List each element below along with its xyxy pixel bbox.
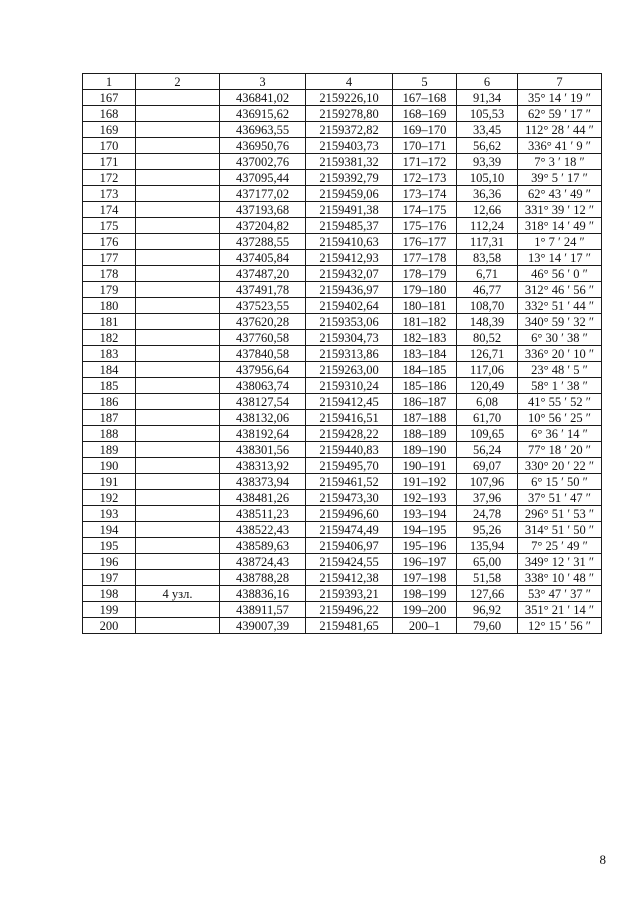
y-coordinate-cell: 2159474,49: [306, 522, 393, 538]
table-row: [83, 554, 602, 570]
segment-cell: 190–191: [393, 458, 457, 474]
column-header-7: 7: [518, 74, 602, 90]
x-coordinate-cell: 437840,58: [220, 346, 306, 362]
segment-cell: 181–182: [393, 314, 457, 330]
x-coordinate-cell: 436841,02: [220, 90, 306, 106]
segment-cell: 172–173: [393, 170, 457, 186]
coordinates-table: [82, 73, 602, 634]
point-number-cell: 178: [83, 266, 136, 282]
point-number-cell: 180: [83, 298, 136, 314]
table-row: [83, 490, 602, 506]
segment-cell: 187–188: [393, 410, 457, 426]
point-number-cell: 187: [83, 410, 136, 426]
bearing-cell: 6° 30 ′ 38 ″: [518, 330, 602, 346]
node-note-cell: [136, 346, 220, 362]
table-row: [83, 106, 602, 122]
table-row: [83, 522, 602, 538]
distance-cell: 6,08: [457, 394, 518, 410]
x-coordinate-cell: 438373,94: [220, 474, 306, 490]
y-coordinate-cell: 2159481,65: [306, 618, 393, 634]
y-coordinate-cell: 2159313,86: [306, 346, 393, 362]
segment-cell: 171–172: [393, 154, 457, 170]
node-note-cell: [136, 522, 220, 538]
table-row: [83, 410, 602, 426]
x-coordinate-cell: 438127,54: [220, 394, 306, 410]
table-row: [83, 538, 602, 554]
y-coordinate-cell: 2159412,93: [306, 250, 393, 266]
node-note-cell: [136, 202, 220, 218]
segment-cell: 194–195: [393, 522, 457, 538]
distance-cell: 61,70: [457, 410, 518, 426]
distance-cell: 37,96: [457, 490, 518, 506]
node-note-cell: [136, 266, 220, 282]
table-row: [83, 170, 602, 186]
bearing-cell: 62° 43 ′ 49 ″: [518, 186, 602, 202]
segment-cell: 177–178: [393, 250, 457, 266]
point-number-cell: 196: [83, 554, 136, 570]
point-number-cell: 168: [83, 106, 136, 122]
segment-cell: 196–197: [393, 554, 457, 570]
distance-cell: 6,71: [457, 266, 518, 282]
bearing-cell: 7° 25 ′ 49 ″: [518, 538, 602, 554]
point-number-cell: 183: [83, 346, 136, 362]
y-coordinate-cell: 2159436,97: [306, 282, 393, 298]
bearing-cell: 296° 51 ′ 53 ″: [518, 506, 602, 522]
y-coordinate-cell: 2159496,60: [306, 506, 393, 522]
y-coordinate-cell: 2159432,07: [306, 266, 393, 282]
point-number-cell: 192: [83, 490, 136, 506]
distance-cell: 112,24: [457, 218, 518, 234]
node-note-cell: [136, 474, 220, 490]
distance-cell: 56,24: [457, 442, 518, 458]
table-row: [83, 330, 602, 346]
distance-cell: 56,62: [457, 138, 518, 154]
distance-cell: 93,39: [457, 154, 518, 170]
segment-cell: 175–176: [393, 218, 457, 234]
y-coordinate-cell: 2159473,30: [306, 490, 393, 506]
node-note-cell: [136, 506, 220, 522]
bearing-cell: 53° 47 ′ 37 ″: [518, 586, 602, 602]
distance-cell: 120,49: [457, 378, 518, 394]
y-coordinate-cell: 2159424,55: [306, 554, 393, 570]
y-coordinate-cell: 2159496,22: [306, 602, 393, 618]
x-coordinate-cell: 438511,23: [220, 506, 306, 522]
segment-cell: 192–193: [393, 490, 457, 506]
y-coordinate-cell: 2159392,79: [306, 170, 393, 186]
x-coordinate-cell: 437620,28: [220, 314, 306, 330]
bearing-cell: 37° 51 ′ 47 ″: [518, 490, 602, 506]
x-coordinate-cell: 438313,92: [220, 458, 306, 474]
bearing-cell: 338° 10 ′ 48 ″: [518, 570, 602, 586]
segment-cell: 200–1: [393, 618, 457, 634]
node-note-cell: 4 узл.: [136, 586, 220, 602]
point-number-cell: 171: [83, 154, 136, 170]
segment-cell: 173–174: [393, 186, 457, 202]
y-coordinate-cell: 2159410,63: [306, 234, 393, 250]
x-coordinate-cell: 437491,78: [220, 282, 306, 298]
y-coordinate-cell: 2159278,80: [306, 106, 393, 122]
distance-cell: 36,36: [457, 186, 518, 202]
table-row: [83, 602, 602, 618]
x-coordinate-cell: 437760,58: [220, 330, 306, 346]
x-coordinate-cell: 438063,74: [220, 378, 306, 394]
table-row: [83, 362, 602, 378]
segment-cell: 189–190: [393, 442, 457, 458]
distance-cell: 126,71: [457, 346, 518, 362]
node-note-cell: [136, 250, 220, 266]
table-row: [83, 458, 602, 474]
node-note-cell: [136, 218, 220, 234]
point-number-cell: 181: [83, 314, 136, 330]
bearing-cell: 340° 59 ′ 32 ″: [518, 314, 602, 330]
table-row: [83, 570, 602, 586]
bearing-cell: 318° 14 ′ 49 ″: [518, 218, 602, 234]
node-note-cell: [136, 298, 220, 314]
x-coordinate-cell: 437288,55: [220, 234, 306, 250]
table-row: [83, 138, 602, 154]
table-row: [83, 474, 602, 490]
point-number-cell: 179: [83, 282, 136, 298]
bearing-cell: 330° 20 ′ 22 ″: [518, 458, 602, 474]
table-header: [83, 74, 602, 90]
distance-cell: 96,92: [457, 602, 518, 618]
segment-cell: 199–200: [393, 602, 457, 618]
bearing-cell: 77° 18 ′ 20 ″: [518, 442, 602, 458]
distance-cell: 91,34: [457, 90, 518, 106]
distance-cell: 65,00: [457, 554, 518, 570]
page-number: 8: [599, 852, 606, 867]
bearing-cell: 349° 12 ′ 31 ″: [518, 554, 602, 570]
node-note-cell: [136, 378, 220, 394]
point-number-cell: 195: [83, 538, 136, 554]
node-note-cell: [136, 394, 220, 410]
distance-cell: 69,07: [457, 458, 518, 474]
point-number-cell: 172: [83, 170, 136, 186]
x-coordinate-cell: 438192,64: [220, 426, 306, 442]
y-coordinate-cell: 2159402,64: [306, 298, 393, 314]
x-coordinate-cell: 437487,20: [220, 266, 306, 282]
x-coordinate-cell: 437177,02: [220, 186, 306, 202]
y-coordinate-cell: 2159372,82: [306, 122, 393, 138]
bearing-cell: 35° 14 ′ 19 ″: [518, 90, 602, 106]
point-number-cell: 186: [83, 394, 136, 410]
node-note-cell: [136, 570, 220, 586]
x-coordinate-cell: 437405,84: [220, 250, 306, 266]
point-number-cell: 169: [83, 122, 136, 138]
point-number-cell: 167: [83, 90, 136, 106]
x-coordinate-cell: 438589,63: [220, 538, 306, 554]
point-number-cell: 190: [83, 458, 136, 474]
distance-cell: 135,94: [457, 538, 518, 554]
y-coordinate-cell: 2159226,10: [306, 90, 393, 106]
node-note-cell: [136, 554, 220, 570]
distance-cell: 108,70: [457, 298, 518, 314]
table-row: [83, 378, 602, 394]
point-number-cell: 189: [83, 442, 136, 458]
point-number-cell: 197: [83, 570, 136, 586]
node-note-cell: [136, 330, 220, 346]
bearing-cell: 351° 21 ′ 14 ″: [518, 602, 602, 618]
point-number-cell: 199: [83, 602, 136, 618]
table-row: [83, 314, 602, 330]
bearing-cell: 6° 36 ′ 14 ″: [518, 426, 602, 442]
column-header-1: 1: [83, 74, 136, 90]
bearing-cell: 332° 51 ′ 44 ″: [518, 298, 602, 314]
bearing-cell: 23° 48 ′ 5 ″: [518, 362, 602, 378]
x-coordinate-cell: 436915,62: [220, 106, 306, 122]
y-coordinate-cell: 2159304,73: [306, 330, 393, 346]
segment-cell: 185–186: [393, 378, 457, 394]
node-note-cell: [136, 618, 220, 634]
point-number-cell: 191: [83, 474, 136, 490]
bearing-cell: 62° 59 ′ 17 ″: [518, 106, 602, 122]
table-row: [83, 218, 602, 234]
distance-cell: 105,10: [457, 170, 518, 186]
bearing-cell: 331° 39 ′ 12 ″: [518, 202, 602, 218]
table-row: [83, 122, 602, 138]
x-coordinate-cell: 437002,76: [220, 154, 306, 170]
x-coordinate-cell: 438788,28: [220, 570, 306, 586]
point-number-cell: 176: [83, 234, 136, 250]
bearing-cell: 39° 5 ′ 17 ″: [518, 170, 602, 186]
node-note-cell: [136, 538, 220, 554]
point-number-cell: 182: [83, 330, 136, 346]
bearing-cell: 312° 46 ′ 56 ″: [518, 282, 602, 298]
bearing-cell: 336° 41 ′ 9 ″: [518, 138, 602, 154]
column-header-3: 3: [220, 74, 306, 90]
x-coordinate-cell: 438724,43: [220, 554, 306, 570]
bearing-cell: 41° 55 ′ 52 ″: [518, 394, 602, 410]
header-row: [83, 74, 602, 90]
x-coordinate-cell: 438522,43: [220, 522, 306, 538]
distance-cell: 83,58: [457, 250, 518, 266]
bearing-cell: 10° 56 ′ 25 ″: [518, 410, 602, 426]
node-note-cell: [136, 442, 220, 458]
column-header-2: 2: [136, 74, 220, 90]
distance-cell: 51,58: [457, 570, 518, 586]
bearing-cell: 46° 56 ′ 0 ″: [518, 266, 602, 282]
table-row: [83, 346, 602, 362]
distance-cell: 12,66: [457, 202, 518, 218]
segment-cell: 193–194: [393, 506, 457, 522]
node-note-cell: [136, 154, 220, 170]
y-coordinate-cell: 2159381,32: [306, 154, 393, 170]
table-row: [83, 506, 602, 522]
table-row: [83, 234, 602, 250]
y-coordinate-cell: 2159440,83: [306, 442, 393, 458]
y-coordinate-cell: 2159416,51: [306, 410, 393, 426]
x-coordinate-cell: 436963,55: [220, 122, 306, 138]
x-coordinate-cell: 437204,82: [220, 218, 306, 234]
y-coordinate-cell: 2159353,06: [306, 314, 393, 330]
y-coordinate-cell: 2159393,21: [306, 586, 393, 602]
bearing-cell: 112° 28 ′ 44 ″: [518, 122, 602, 138]
x-coordinate-cell: 437095,44: [220, 170, 306, 186]
distance-cell: 148,39: [457, 314, 518, 330]
bearing-cell: 6° 15 ′ 50 ″: [518, 474, 602, 490]
node-note-cell: [136, 602, 220, 618]
segment-cell: 183–184: [393, 346, 457, 362]
node-note-cell: [136, 362, 220, 378]
point-number-cell: 200: [83, 618, 136, 634]
bearing-cell: 58° 1 ′ 38 ″: [518, 378, 602, 394]
x-coordinate-cell: 437193,68: [220, 202, 306, 218]
point-number-cell: 185: [83, 378, 136, 394]
distance-cell: 24,78: [457, 506, 518, 522]
y-coordinate-cell: 2159412,45: [306, 394, 393, 410]
table-row: [83, 426, 602, 442]
segment-cell: 178–179: [393, 266, 457, 282]
segment-cell: 197–198: [393, 570, 457, 586]
bearing-cell: 1° 7 ′ 24 ″: [518, 234, 602, 250]
distance-cell: 80,52: [457, 330, 518, 346]
point-number-cell: 193: [83, 506, 136, 522]
node-note-cell: [136, 490, 220, 506]
node-note-cell: [136, 90, 220, 106]
column-header-5: 5: [393, 74, 457, 90]
table-row: [83, 154, 602, 170]
x-coordinate-cell: 436950,76: [220, 138, 306, 154]
table-row: [83, 250, 602, 266]
table-row: [83, 298, 602, 314]
y-coordinate-cell: 2159428,22: [306, 426, 393, 442]
point-number-cell: 177: [83, 250, 136, 266]
segment-cell: 191–192: [393, 474, 457, 490]
distance-cell: 46,77: [457, 282, 518, 298]
y-coordinate-cell: 2159459,06: [306, 186, 393, 202]
y-coordinate-cell: 2159495,70: [306, 458, 393, 474]
x-coordinate-cell: 438481,26: [220, 490, 306, 506]
y-coordinate-cell: 2159491,38: [306, 202, 393, 218]
x-coordinate-cell: 437956,64: [220, 362, 306, 378]
table-row: [83, 394, 602, 410]
distance-cell: 79,60: [457, 618, 518, 634]
distance-cell: 127,66: [457, 586, 518, 602]
table-row: [83, 282, 602, 298]
segment-cell: 174–175: [393, 202, 457, 218]
node-note-cell: [136, 106, 220, 122]
bearing-cell: 314° 51 ′ 50 ″: [518, 522, 602, 538]
point-number-cell: 198: [83, 586, 136, 602]
node-note-cell: [136, 426, 220, 442]
segment-cell: 182–183: [393, 330, 457, 346]
bearing-cell: 12° 15 ′ 56 ″: [518, 618, 602, 634]
x-coordinate-cell: 438836,16: [220, 586, 306, 602]
point-number-cell: 173: [83, 186, 136, 202]
y-coordinate-cell: 2159406,97: [306, 538, 393, 554]
distance-cell: 109,65: [457, 426, 518, 442]
node-note-cell: [136, 282, 220, 298]
segment-cell: 176–177: [393, 234, 457, 250]
segment-cell: 179–180: [393, 282, 457, 298]
column-header-4: 4: [306, 74, 393, 90]
segment-cell: 186–187: [393, 394, 457, 410]
node-note-cell: [136, 186, 220, 202]
y-coordinate-cell: 2159403,73: [306, 138, 393, 154]
table-row: [83, 618, 602, 634]
x-coordinate-cell: 438301,56: [220, 442, 306, 458]
distance-cell: 117,06: [457, 362, 518, 378]
x-coordinate-cell: 438911,57: [220, 602, 306, 618]
distance-cell: 107,96: [457, 474, 518, 490]
distance-cell: 33,45: [457, 122, 518, 138]
node-note-cell: [136, 410, 220, 426]
table-row: [83, 186, 602, 202]
y-coordinate-cell: 2159461,52: [306, 474, 393, 490]
node-note-cell: [136, 138, 220, 154]
distance-cell: 105,53: [457, 106, 518, 122]
y-coordinate-cell: 2159412,38: [306, 570, 393, 586]
node-note-cell: [136, 314, 220, 330]
x-coordinate-cell: 439007,39: [220, 618, 306, 634]
segment-cell: 188–189: [393, 426, 457, 442]
table-row: [83, 442, 602, 458]
table-body: [83, 90, 602, 634]
node-note-cell: [136, 170, 220, 186]
segment-cell: 198–199: [393, 586, 457, 602]
table-row: [83, 202, 602, 218]
point-number-cell: 188: [83, 426, 136, 442]
point-number-cell: 174: [83, 202, 136, 218]
segment-cell: 184–185: [393, 362, 457, 378]
column-header-6: 6: [457, 74, 518, 90]
node-note-cell: [136, 458, 220, 474]
bearing-cell: 336° 20 ′ 10 ″: [518, 346, 602, 362]
segment-cell: 167–168: [393, 90, 457, 106]
x-coordinate-cell: 438132,06: [220, 410, 306, 426]
node-note-cell: [136, 234, 220, 250]
bearing-cell: 13° 14 ′ 17 ″: [518, 250, 602, 266]
distance-cell: 95,26: [457, 522, 518, 538]
segment-cell: 180–181: [393, 298, 457, 314]
segment-cell: 169–170: [393, 122, 457, 138]
node-note-cell: [136, 122, 220, 138]
segment-cell: 168–169: [393, 106, 457, 122]
y-coordinate-cell: 2159310,24: [306, 378, 393, 394]
table-row: [83, 266, 602, 282]
distance-cell: 117,31: [457, 234, 518, 250]
segment-cell: 195–196: [393, 538, 457, 554]
point-number-cell: 170: [83, 138, 136, 154]
point-number-cell: 184: [83, 362, 136, 378]
point-number-cell: 194: [83, 522, 136, 538]
y-coordinate-cell: 2159485,37: [306, 218, 393, 234]
table-row: [83, 586, 602, 602]
point-number-cell: 175: [83, 218, 136, 234]
x-coordinate-cell: 437523,55: [220, 298, 306, 314]
bearing-cell: 7° 3 ′ 18 ″: [518, 154, 602, 170]
table-row: [83, 90, 602, 106]
y-coordinate-cell: 2159263,00: [306, 362, 393, 378]
segment-cell: 170–171: [393, 138, 457, 154]
